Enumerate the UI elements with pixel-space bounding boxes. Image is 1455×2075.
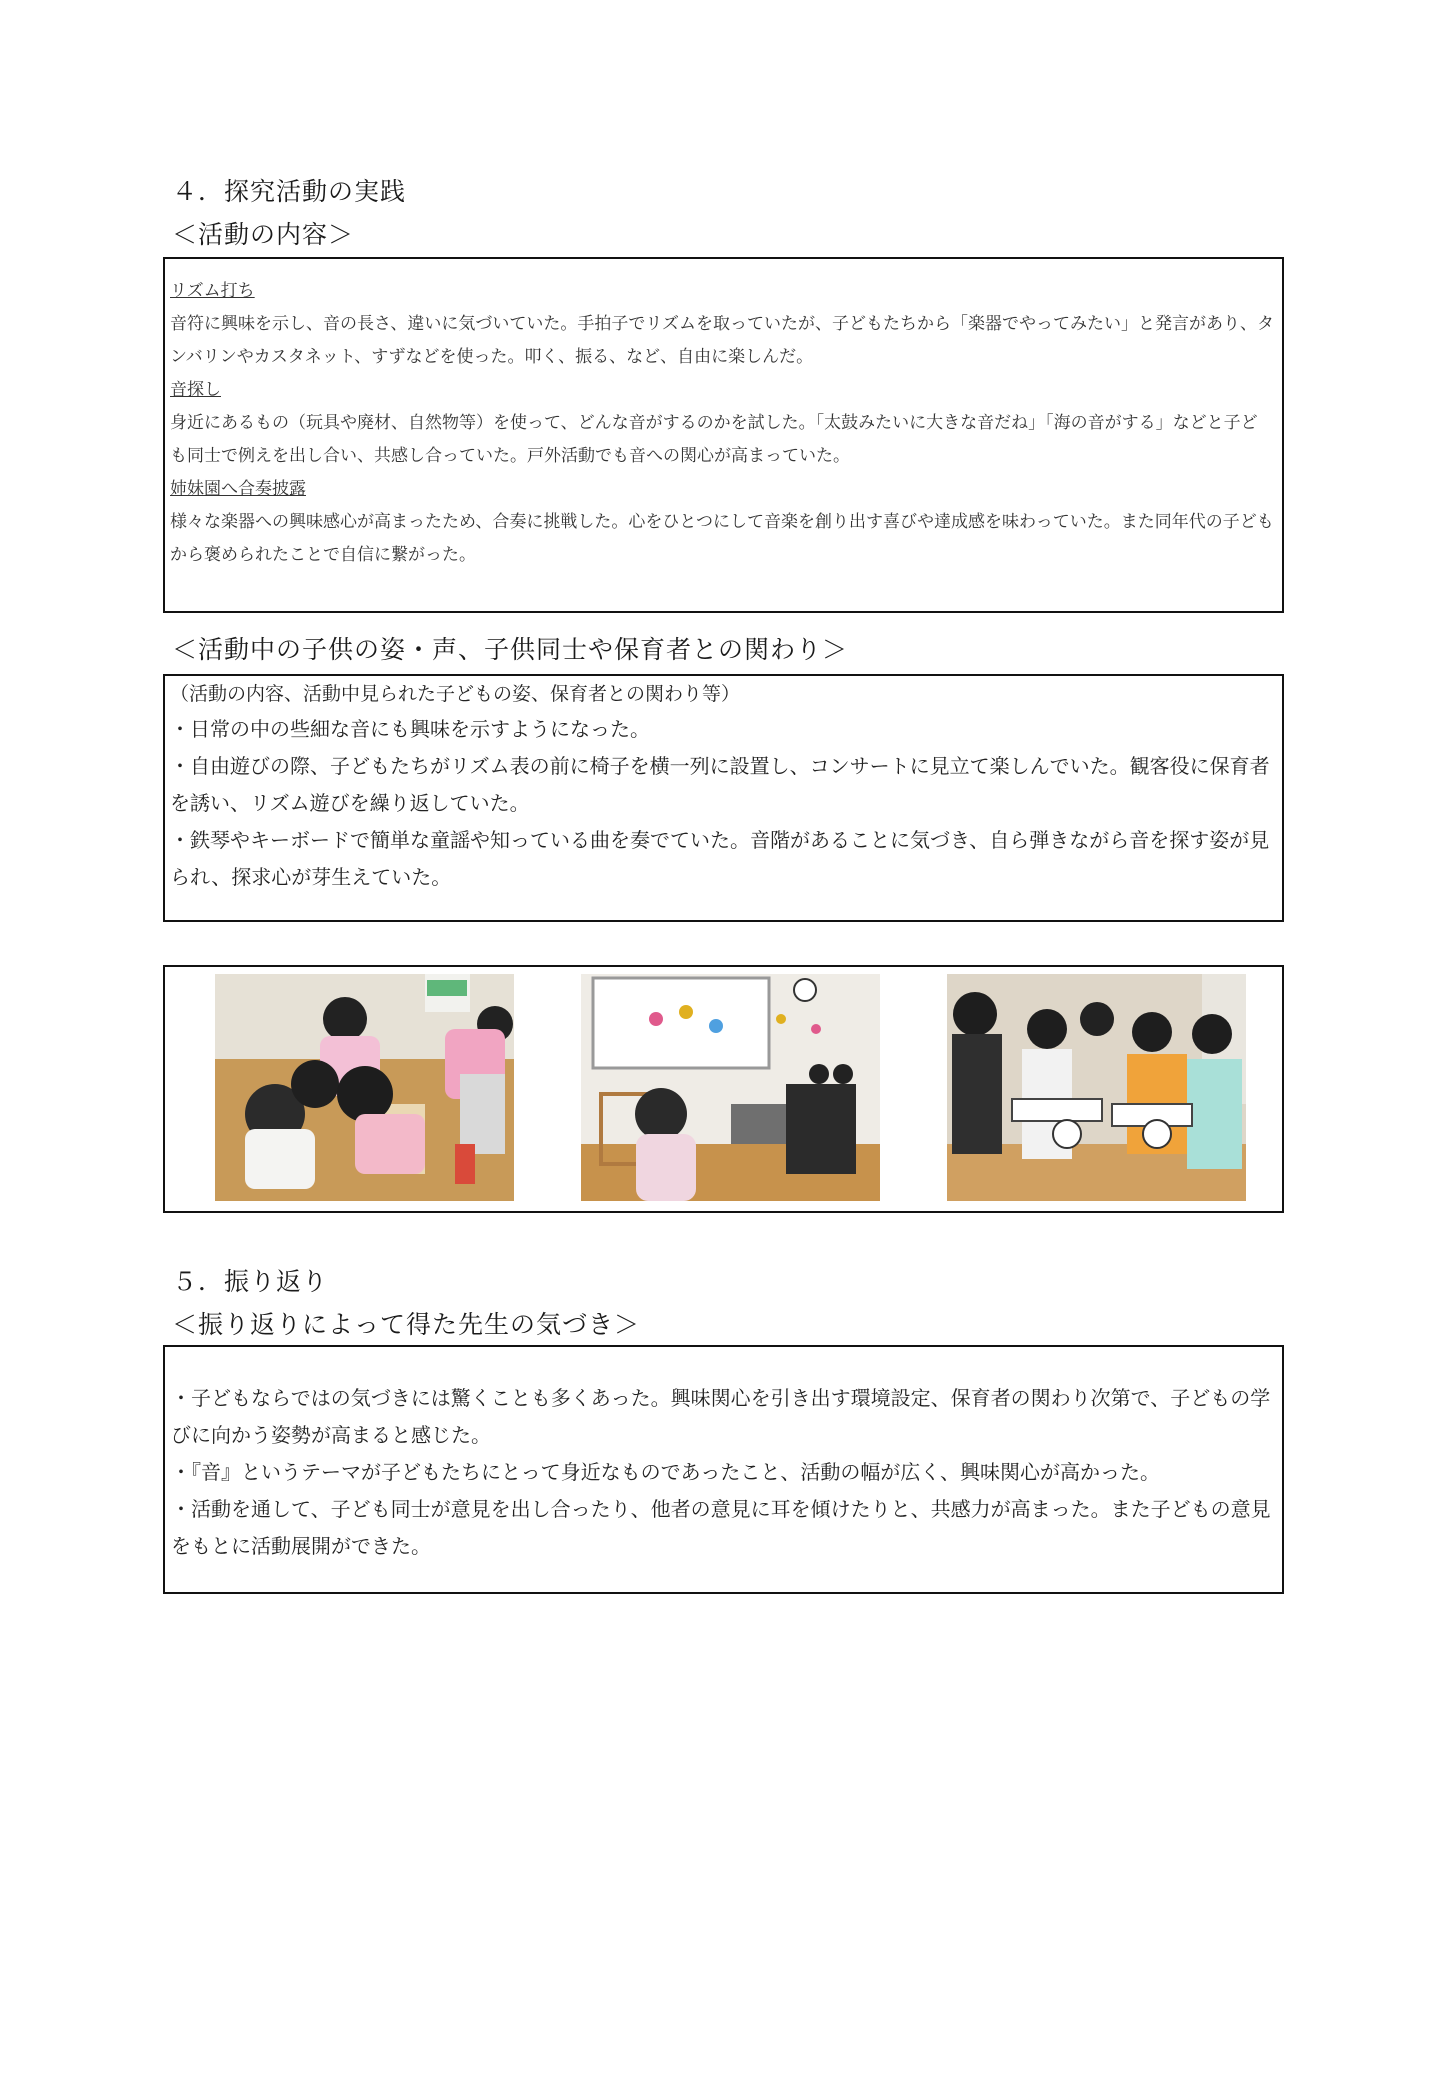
section5-title: ５．振り返り	[172, 1267, 329, 1296]
children-note: （活動の内容、活動中見られた子どもの姿、保育者との関わり等）	[170, 683, 741, 705]
activity-text-rhythm: 音符に興味を示し、音の長さ、違いに気づいていた。手拍子でリズムを取っていたが、子どもたちから「楽器でやってみたい」と発言があり、タンバリンやカスタネット、すずなどを使った。叩く、振る、など、自由に楽しんだ。	[170, 314, 1274, 367]
photo-box	[163, 965, 1284, 1213]
section4-title: ４．探究活動の実践	[172, 177, 407, 206]
reflection-item: ・子どもならではの気づきには驚くことも多くあった。興味関心を引き出す環境設定、保育者の関わり次第で、子どもの学びに向かう姿勢が高まると感じた。	[171, 1386, 1271, 1447]
reflection-item: ・活動を通して、子ども同士が意見を出し合ったり、他者の意見に耳を傾けたりと、共感力が高まった。また子どもの意見をもとに活動展開ができた。	[171, 1497, 1271, 1558]
children-item: ・日常の中の些細な音にも興味を示すようになった。	[170, 717, 650, 741]
activity-title-sound-search: 音探し	[170, 380, 221, 400]
children-item: ・鉄琴やキーボードで簡単な童謡や知っている曲を奏でていた。音階があることに気づき、自ら弾きながら音を探す姿が見られ、探求心が芽生えていた。	[170, 828, 1270, 889]
photo-rhythm-chart	[581, 974, 880, 1201]
children-box	[163, 674, 1284, 922]
reflection-box	[163, 1345, 1284, 1594]
activity-title-rhythm: リズム打ち	[170, 281, 255, 301]
activity-text-ensemble: 様々な楽器への興味感心が高まったため、合奏に挑戦した。心をひとつにして音楽を創り出す喜びや達成感を味わっていた。また同年代の子どもから褒められたことで自信に繋がった。	[170, 512, 1274, 565]
children-item: ・自由遊びの際、子どもたちがリズム表の前に椅子を横一列に設置し、コンサートに見立て楽しんでいた。観客役に保育者を誘い、リズム遊びを繰り返していた。	[170, 754, 1270, 815]
activity-content-box	[163, 257, 1284, 613]
activity-content-heading: ＜活動の内容＞	[172, 220, 355, 249]
reflection-item: ・『音』というテーマが子どもたちにとって身近なものであったこと、活動の幅が広く、興味関心が高かった。	[171, 1460, 1160, 1484]
activity-text-sound-search: 身近にあるもの（玩具や廃材、自然物等）を使って、どんな音がするのかを試した。「太鼓みたいに大きな音だね」「海の音がする」などと子ども同士で例えを出し合い、共感し合っていた。戸外活動でも音への関心が高まっていた。	[170, 413, 1258, 466]
children-heading: ＜活動中の子供の姿・声、子供同士や保育者との関わり＞	[172, 635, 849, 664]
activity-title-ensemble: 姉妹園へ合奏披露	[170, 479, 306, 499]
photo-keyboard-ensemble	[947, 974, 1246, 1201]
reflection-heading: ＜振り返りによって得た先生の気づき＞	[172, 1310, 641, 1339]
photo-sound-search	[215, 974, 514, 1201]
